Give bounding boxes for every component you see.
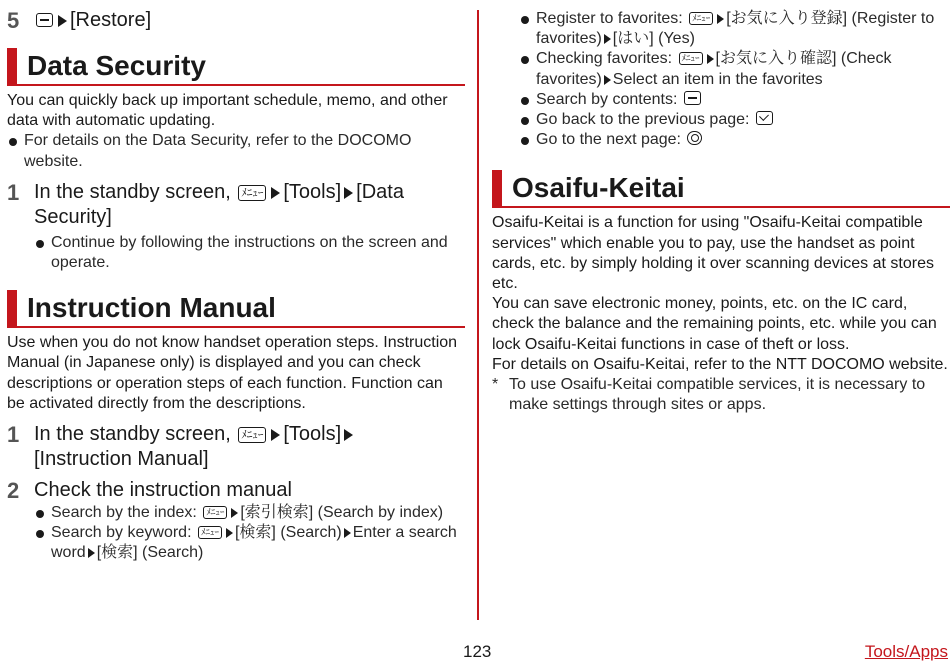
search-key-icon (684, 91, 701, 105)
data-security-intro: You can quickly back up important schedule, memo, and other data with automatic updating. (7, 92, 448, 130)
menu-key-icon: ﾒﾆｭｰ (238, 185, 266, 201)
tools-label: [Tools] (283, 423, 342, 446)
arrow-icon (344, 528, 351, 538)
bullet-text: [検索] (Search) (234, 524, 342, 542)
section-heading-osaifu-keitai (492, 170, 950, 208)
step-text: In the standby screen, (34, 180, 231, 203)
instruction-manual-step-1 (7, 422, 465, 472)
search-by-index-bullet (7, 503, 465, 523)
arrow-icon (58, 15, 67, 27)
right-column (492, 9, 950, 415)
osaifu-paragraph-1: Osaifu-Keitai is a function for using "Osaifu-Keitai compatible services" which enable you to pay, use the handset as point cards, etc. by simply holding it over scanning devices at stores etc. (492, 214, 934, 293)
menu-key-icon: ﾒﾆｭｰ (689, 12, 713, 25)
bullet-text: [お気に入り確認] (Check favorites) (536, 50, 892, 88)
data-security-step-bullet: Continue by following the instructions on the screen and operate. (7, 233, 465, 273)
step-text: Check the instruction manual (34, 479, 292, 502)
register-favorites-bullet (492, 9, 950, 49)
arrow-icon (604, 34, 611, 44)
section-heading-instruction-manual (7, 290, 465, 328)
step-number: 1 (7, 422, 20, 448)
bullet-text: Register to favorites: (536, 10, 683, 27)
bullet-text: [はい] (Yes) (612, 30, 695, 48)
data-security-label: [Data Security] (34, 180, 404, 228)
step-text: In the standby screen, (34, 423, 231, 446)
section-link-tools-apps[interactable]: Tools/Apps (864, 642, 948, 661)
bullet-text: Select an item in the favorites (612, 70, 823, 88)
bullet-text: [お気に入り登録] (Register to favorites) (536, 10, 935, 48)
next-key-icon (687, 131, 702, 145)
menu-key-icon: ﾒﾆｭｰ (198, 526, 222, 539)
step-number: 5 (7, 8, 20, 33)
bullet-text: Search by the index: (51, 504, 197, 522)
arrow-icon (226, 528, 233, 538)
bullet-text: Checking favorites: (536, 50, 673, 68)
arrow-icon (344, 429, 353, 441)
search-contents-bullet (492, 90, 950, 110)
arrow-icon (344, 187, 353, 199)
bullet-text: Go back to the previous page: (536, 111, 750, 129)
bullet-text: [索引検索] (Search by index) (240, 504, 444, 522)
step-number: 1 (7, 179, 20, 205)
section-title: Data Security (27, 50, 206, 81)
osaifu-paragraph-3: For details on Osaifu-Keitai, refer to the NTT DOCOMO website. (492, 355, 948, 373)
data-security-step-1 (7, 180, 465, 230)
arrow-icon (88, 548, 95, 558)
note-text: To use Osaifu-Keitai compatible services, it is necessary to make settings through sites or apps. (509, 376, 926, 414)
tools-label: [Tools] (283, 180, 342, 203)
note-marker: * (492, 376, 499, 394)
bullet-text: Search by keyword: (51, 524, 192, 542)
left-column (7, 8, 465, 564)
instruction-manual-label: [Instruction Manual] (34, 448, 209, 471)
menu-key-icon (36, 13, 53, 27)
arrow-icon (231, 508, 238, 518)
page-number: 123 (463, 642, 492, 661)
arrow-icon (271, 429, 280, 441)
arrow-icon (717, 14, 724, 24)
section-title: Osaifu-Keitai (512, 172, 685, 204)
next-page-bullet (492, 130, 950, 150)
instruction-manual-step-2 (7, 478, 465, 503)
step-number: 2 (7, 478, 20, 504)
check-favorites-bullet (492, 49, 950, 89)
section-title: Instruction Manual (27, 292, 276, 324)
arrow-icon (707, 54, 714, 64)
data-security-bullet: For details on the Data Security, refer to the DOCOMO website. (7, 131, 465, 171)
bullet-text: Go to the next page: (536, 131, 681, 149)
previous-page-bullet (492, 110, 950, 130)
step-text: [Restore] (70, 9, 152, 31)
search-by-keyword-bullet (7, 523, 465, 563)
column-divider (477, 10, 479, 620)
menu-key-icon: ﾒﾆｭｰ (679, 52, 703, 65)
osaifu-note (492, 375, 950, 415)
osaifu-paragraph-2: You can save electronic money, points, etc. on the IC card, check the balance and the remaining points, etc. while you can lock Osaifu-Keitai functions in case of theft or loss. (492, 295, 937, 353)
bullet-text: [検索] (Search) (96, 544, 204, 562)
step-5 (7, 8, 465, 33)
instruction-manual-intro: Use when you do not know handset operation steps. Instruction Manual (in Japanese only) is displayed and you can check descriptions or operation steps of each function. Function can be activated directly from the descriptions. (7, 334, 458, 412)
menu-key-icon: ﾒﾆｭｰ (238, 427, 266, 443)
arrow-icon (604, 75, 611, 85)
bullet-text: Search by contents: (536, 90, 678, 108)
bullet-text: Enter a search word (51, 524, 457, 562)
menu-key-icon: ﾒﾆｭｰ (203, 506, 227, 519)
back-key-icon (756, 111, 773, 125)
section-heading-data-security (7, 48, 465, 86)
arrow-icon (271, 187, 280, 199)
